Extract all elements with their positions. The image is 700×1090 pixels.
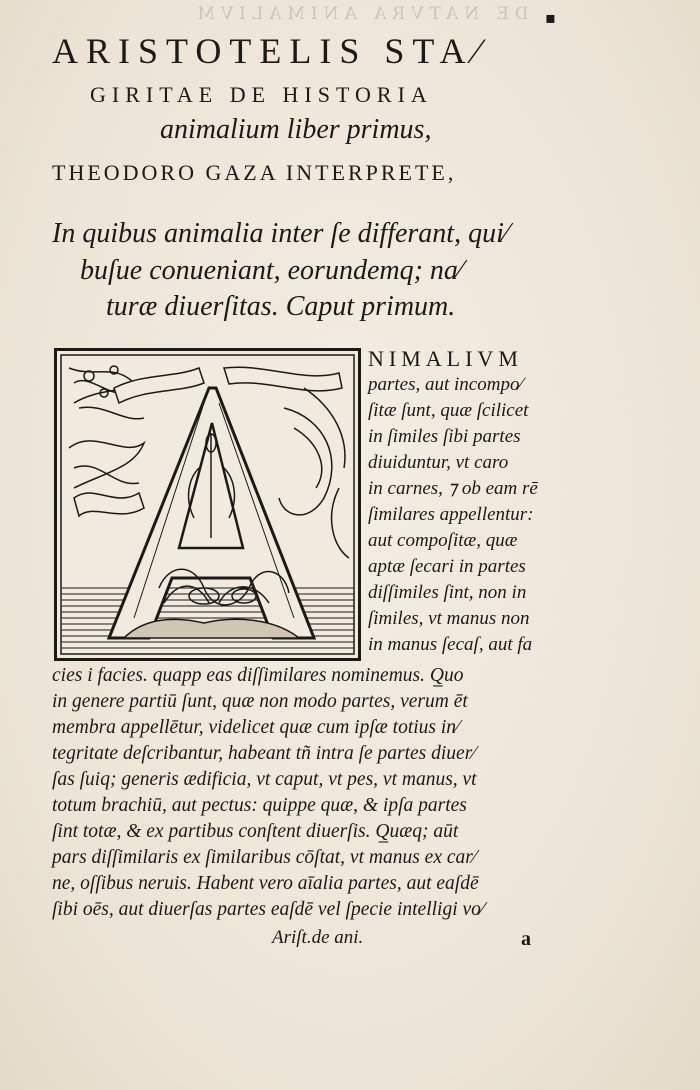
catchword-signature: Ariſt.de ani. [272, 927, 364, 948]
title-line-1: ARISTOTELIS STA⁄ [52, 31, 488, 71]
text-line: in carnes, ⁊ ob eam rē [368, 478, 538, 499]
text-line: diſſimiles ſint, non in [368, 582, 527, 603]
text-line: totum brachiū, aut pectus: quippe quæ, & ipſa partes [52, 795, 467, 816]
chapter-heading-line-1: In quibus animalia inter ſe differant, qui⁄ [52, 218, 509, 249]
text-line: ſas ſuiq; generis ædificia, vt caput, vt pes, vt manus, vt [52, 769, 477, 790]
text-line: ſint totæ, & ex partibus conſtent diuerſis. Q̲uæq; aūt [52, 821, 459, 842]
text-line: aut compoſitæ, quæ [368, 530, 518, 551]
chapter-heading-line-2: buſue conueniant, eorundemq; na⁄ [80, 255, 463, 286]
text-line: in ſimiles ſibi partes [368, 426, 521, 447]
title-line-4: THEODORO GAZA INTERPRETE, [52, 160, 457, 185]
text-line: aptæ ſecari in partes [368, 556, 526, 577]
text-line: cies i facies. quapp eas diſſimilares nominemus. Q̲uo [52, 665, 464, 686]
text-line: membra appellētur, videlicet quæ cum ipſæ totius in⁄ [52, 717, 460, 738]
right-column-text [368, 346, 618, 658]
title-line-2: GIRITAE DE HISTORIA [90, 82, 433, 107]
text-line: tegritate deſcribantur, habeant tñ intra ſe partes diuer⁄ [52, 743, 476, 764]
text-line: in manus ſecaſ, aut fa [368, 634, 533, 655]
text-line: ſimiles, vt manus non [368, 608, 530, 629]
text-line: in genere partiū ſunt, quæ non modo partes, verum ēt [52, 691, 468, 712]
title-line-3: animalium liber primus, [160, 114, 432, 145]
text-line: ſimilares appellentur: [368, 504, 534, 525]
text-line: NIMALIVM [368, 346, 523, 371]
show-through-text: DE NATVRA ANIMALIVM [191, 4, 529, 24]
chapter-heading-line-3: turæ diuerſitas. Caput primum. [106, 291, 456, 322]
woodcut-initial-a-icon [54, 348, 361, 661]
text-line: ſitæ ſunt, quæ ſcilicet [368, 400, 529, 421]
folio-mark: ▪ [545, 8, 556, 27]
text-line: partes, aut incompo⁄ [368, 374, 523, 395]
text-line: ne, oſſibus neruis. Habent vero aīalia partes, aut eaſdē [52, 873, 479, 894]
signature-mark: a [521, 928, 531, 950]
text-line: ſibi oēs, aut diuerſas partes eaſdē vel ſpecie intelligi vo⁄ [52, 899, 485, 920]
text-line: diuiduntur, vt caro [368, 452, 509, 473]
text-line: pars diſſimilaris ex ſimilaribus cōſtat, vt manus ex car⁄ [52, 847, 477, 868]
full-width-text [52, 663, 612, 923]
